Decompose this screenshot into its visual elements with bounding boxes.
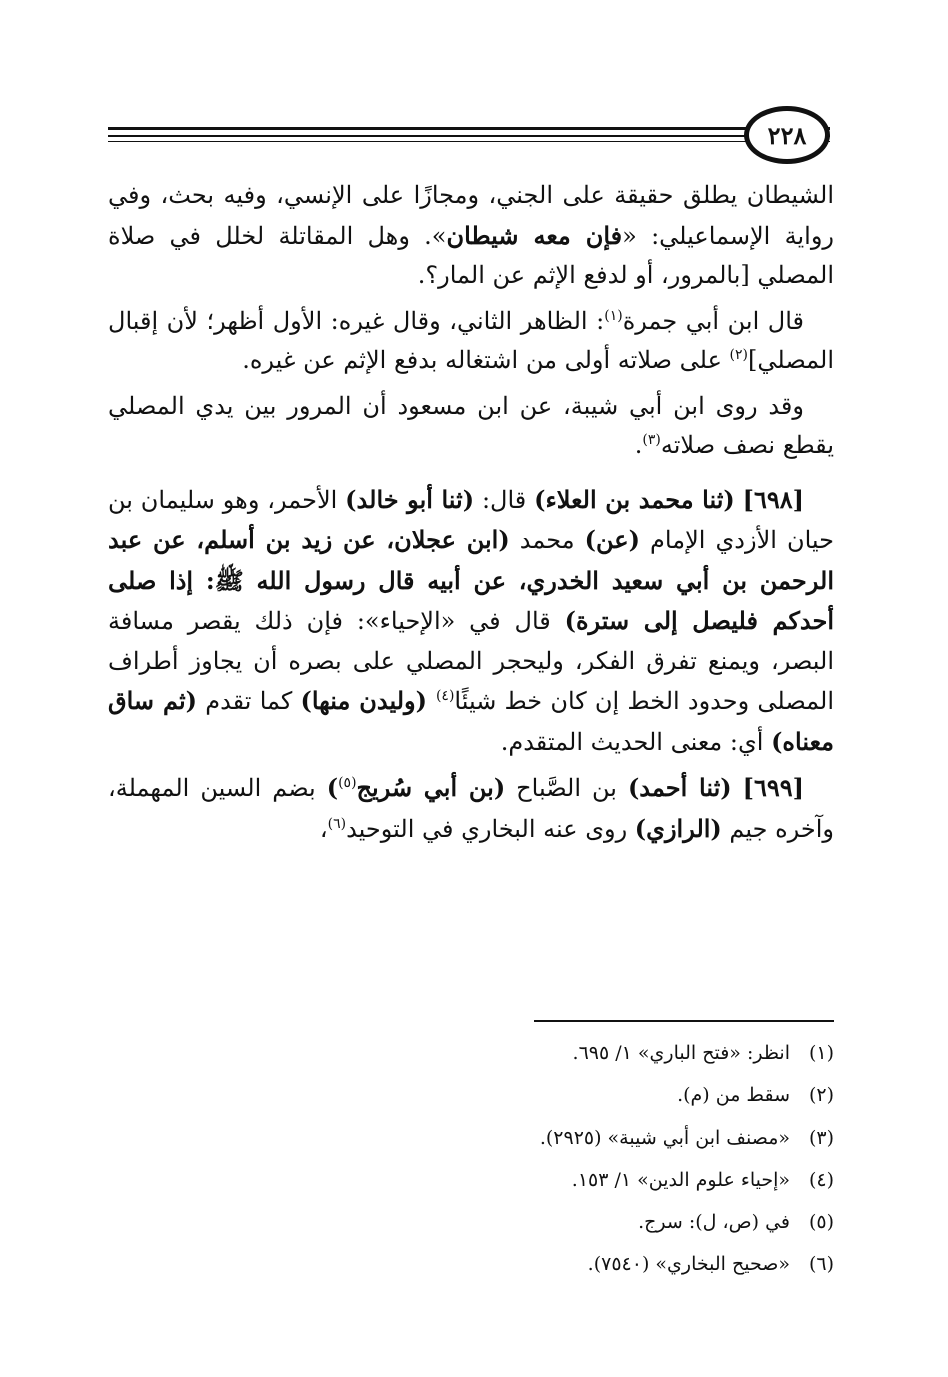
footnote-ref[interactable]: (٥): [338, 775, 357, 791]
hadith-699: [108, 768, 834, 849]
footnote-item: [334, 1201, 834, 1243]
paragraph-2: [108, 302, 834, 381]
paragraph-text: أي: معنى الحديث المتقدم.: [500, 727, 772, 756]
footnote-text: في (ص، ل): سرج.: [638, 1211, 790, 1234]
footnote-number: (٣): [808, 1126, 834, 1149]
header-rule: [108, 141, 830, 142]
footnote-text: سقط من (م).: [677, 1084, 790, 1107]
footnote-item: [334, 1032, 834, 1074]
hadith-number: [٦٩٩]: [742, 773, 804, 802]
paragraph-text: محمد: [509, 526, 585, 554]
narrator-bold: ): [326, 773, 339, 802]
footnote-number: (٥): [808, 1211, 834, 1234]
footnote-separator: [534, 1020, 834, 1022]
paragraph-1: [108, 176, 834, 296]
paragraph-text: قال:: [474, 485, 535, 514]
hadith-text-bold: (ابن عجلان، عن زيد بن أسلم، عن عبد الرحمن بن أبي سعيد الخدري، عن أبيه قال رسول الله ﷺ: إذا صلى أحدكم فليصل إلى سترة): [108, 525, 834, 635]
footnote-ref[interactable]: (٣): [642, 432, 661, 448]
paragraph-text: .: [634, 431, 643, 459]
footnote-number: (٢): [808, 1084, 834, 1107]
footnote-text: «صحيح البخاري» (٧٥٤٠).: [587, 1253, 790, 1276]
paragraph-text: الأحمر، وهو سليمان بن حيان الأزدي الإمام: [108, 485, 835, 554]
paragraph-text: روى عنه البخاري في التوحيد: [346, 814, 635, 843]
header-rule: [108, 127, 830, 130]
paragraph-text: على صلاته أولى من اشتغاله بدفع الإثم عن غيره.: [242, 346, 730, 374]
footnote-ref[interactable]: (٦): [327, 815, 347, 832]
footnote-item: [334, 1243, 834, 1285]
narrator-bold: (الرازي): [634, 813, 722, 843]
quote-bold: فإن معه شيطان: [446, 220, 623, 250]
hadith-text-bold: (ثم ساق معناه): [108, 686, 834, 756]
footnote-item: [334, 1159, 834, 1201]
page-header: [108, 100, 830, 180]
main-text: [108, 176, 834, 855]
paragraph-text: الشيطان يطلق حقيقة على الجني، ومجازًا على الإنسي، وفيه بحث، وفي رواية الإسماعيلي: «: [108, 181, 834, 250]
hadith-698: [108, 480, 834, 763]
footnote-text: «إحياء علوم الدين» ١/ ١٥٣.: [571, 1168, 790, 1191]
footnote-number: (٤): [808, 1168, 834, 1191]
footnote-item: [334, 1117, 834, 1159]
page-number: ٢٢٨: [767, 120, 807, 150]
paragraph-text: كما تقدم: [197, 687, 301, 715]
footnote-ref[interactable]: (٤): [435, 688, 455, 704]
footnote-number: (٦): [808, 1253, 834, 1276]
paragraph-text: : الظاهر الثاني، وقال غيره: الأول أظهر؛ لأن إقبال المصلي]: [108, 306, 834, 374]
hadith-number: [٦٩٨]: [742, 484, 804, 514]
narrator-bold: (ثنا محمد بن العلاء): [534, 484, 735, 514]
footnote-text: انظر: «فتح الباري» ١/ ٦٩٥.: [572, 1042, 790, 1064]
footnote-number: (١): [808, 1042, 834, 1064]
paragraph-text: قال في «الإحياء»: فإن ذلك يقصر مسافة البصر، ويمنع تفرق الفكر، وليحجر المصلي على بصره أن يجاوز أطراف المصلى وحدود الخط إن كان خط شيئًا: [108, 607, 835, 715]
footnote-item: [334, 1074, 834, 1116]
paragraph-text: ». وهل المقاتلة لخلل في صلاة المصلي [بالمرور، أو لدفع الإثم عن المار؟.: [108, 221, 834, 289]
footnote-text: «مصنف ابن أبي شيبة» (٢٩٢٥).: [539, 1126, 790, 1149]
narrator-bold: (ثنا أبو خالد): [345, 484, 475, 514]
paragraph-text: بضم السين المهملة، وآخره جيم: [108, 774, 834, 843]
narrator-bold: (بن أبي سُريج: [356, 773, 506, 802]
footnotes: [334, 1032, 834, 1286]
footnote-ref[interactable]: (١): [604, 307, 623, 324]
paragraph-text: ،: [319, 814, 328, 843]
paragraph-text: بن الصَّباح: [505, 774, 628, 802]
narrator-bold: (ثنا أحمد): [627, 773, 732, 802]
narrator-bold: (عن): [584, 525, 640, 554]
paragraph-3: [108, 387, 834, 466]
footnote-ref[interactable]: (٢): [729, 347, 749, 363]
header-rule: [108, 135, 830, 137]
hadith-text-bold: (وليدن منها): [300, 686, 436, 715]
paragraph-text: وقد روى ابن أبي شيبة، عن ابن مسعود أن المرور بين يدي المصلي يقطع نصف صلاته: [108, 391, 834, 459]
paragraph-text: قال ابن أبي جمرة: [622, 306, 804, 335]
page-number-badge: [744, 106, 830, 164]
